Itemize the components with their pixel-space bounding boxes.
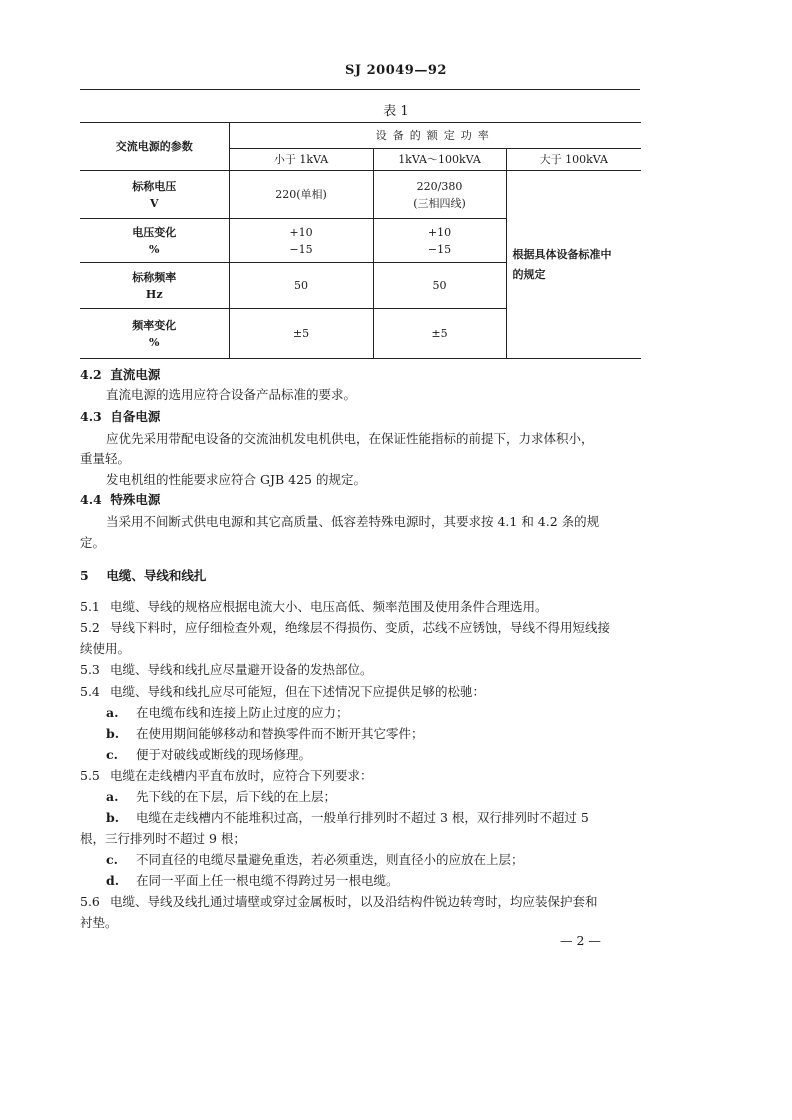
- item-label: a.: [106, 789, 119, 804]
- list-item: [106, 788, 336, 806]
- param-name: 频率变化: [132, 318, 177, 332]
- list-item: [106, 809, 589, 827]
- item-text: 在电缆布线和连接上防止过度的应力；: [136, 705, 349, 720]
- section-heading-4-3: [80, 408, 160, 426]
- paragraph-line: 重量轻。: [80, 451, 131, 466]
- paragraph-line: 应优先采用带配电设备的交流油机发电机供电，在保证性能指标的前提下，力求体积小，: [106, 431, 594, 446]
- item-label: c.: [106, 747, 118, 762]
- column-header: 1kVA～100kVA: [373, 149, 506, 171]
- section-heading-4-4: [80, 491, 160, 509]
- document-code: SJ 20049—92: [345, 63, 447, 78]
- clause-text: 电缆在走线槽内平直布放时，应符合下列要求：: [109, 768, 373, 783]
- list-item: [106, 851, 524, 869]
- param-unit: %: [149, 242, 160, 256]
- value-line: 220/380: [416, 179, 463, 193]
- clause-text: 电缆、导线和线扎应尽量避开设备的发热部位。: [109, 662, 373, 677]
- clause-text: 电缆、导线的规格应根据电流大小、电压高低、频率范围及使用条件合理选用。: [109, 599, 548, 614]
- param-cell: [80, 263, 229, 309]
- value-cell: ±5: [229, 309, 373, 359]
- header-rule: [80, 89, 640, 90]
- clause-text: 电缆、导线和线扎应尽可能短，但在下述情况下应提供足够的松驰：: [109, 684, 485, 699]
- section-number: 5.1: [80, 599, 100, 614]
- section-number: 5.4: [80, 684, 100, 699]
- item-label: a.: [106, 705, 119, 720]
- value-cell: 50: [229, 263, 373, 309]
- value-cell: ±5: [373, 309, 506, 359]
- section-number: 5.5: [80, 768, 100, 783]
- section-number: 4.4: [80, 492, 102, 507]
- note-cell: [506, 171, 641, 359]
- section-number: 4.3: [80, 409, 102, 424]
- item-label: b.: [106, 810, 120, 825]
- page-number: — 2 —: [560, 933, 601, 948]
- power-spec-table: [80, 122, 641, 359]
- section-title: 自备电源: [110, 409, 161, 424]
- item-text: 便于对破线或断线的现场修理。: [136, 747, 312, 762]
- item-label: c.: [106, 852, 118, 867]
- item-text: 在使用期间能够移动和替换零件而不断开其它零件；: [136, 726, 424, 741]
- table-header-row: [80, 123, 641, 149]
- value-line: −15: [427, 242, 452, 256]
- paragraph-line: 发电机组的性能要求应符合 GJB 425 的规定。: [106, 472, 366, 487]
- param-unit: %: [149, 335, 160, 349]
- section-number: 4.2: [80, 367, 102, 382]
- value-cell: 50: [373, 263, 506, 309]
- paragraph-line: 衬垫。: [80, 915, 118, 930]
- paragraph-line: 根，三行排列时不超过 9 根；: [80, 831, 246, 846]
- section-title: 特殊电源: [110, 492, 161, 507]
- clause-text: 电缆、导线及线扎通过墙壁或穿过金属板时，以及沿结构件锐边转弯时，均应装保护套和: [109, 894, 598, 909]
- section-number: 5.6: [80, 894, 100, 909]
- section-heading-4-2: [80, 366, 160, 384]
- value-line: −15: [289, 242, 313, 256]
- clause-5-1: [80, 598, 548, 616]
- param-cell: [80, 219, 229, 263]
- clause-5-5: [80, 767, 373, 785]
- item-label: d.: [106, 873, 120, 888]
- section-number: 5.2: [80, 620, 100, 635]
- list-item: [106, 704, 349, 722]
- item-text: 电缆在走线槽内不能堆积过高，一般单行排列时不超过 3 根，双行排列时不超过 5: [136, 810, 589, 825]
- column-header: 小于 1kVA: [229, 149, 373, 171]
- clause-5-6: [80, 893, 598, 911]
- value-cell: [373, 171, 506, 219]
- clause-5-2: [80, 619, 610, 637]
- table-title: 表 1: [383, 104, 409, 119]
- item-text: 不同直径的电缆尽量避免重迭，若必须重迭，则直径小的应放在上层；: [136, 852, 524, 867]
- item-label: b.: [106, 726, 120, 741]
- param-cell: [80, 309, 229, 359]
- value-line: +10: [427, 225, 452, 239]
- clause-5-3: [80, 661, 373, 679]
- value-cell: 220(单相): [229, 171, 373, 219]
- section-number: 5: [80, 568, 89, 583]
- param-unit: Hz: [145, 287, 163, 301]
- group-header-cell: 设备的额定功率: [229, 123, 641, 149]
- param-cell: [80, 171, 229, 219]
- paragraph-line: 当采用不间断式供电电源和其它高质量、低容差特殊电源时，其要求按 4.1 和 4.2 条的规: [106, 514, 600, 529]
- param-header-cell: 交流电源的参数: [80, 123, 229, 171]
- clause-text: 导线下料时，应仔细检查外观，绝缘层不得损伤、变质，芯线不应锈蚀，导线不得用短线接: [109, 620, 610, 635]
- param-name: 标称电压: [132, 179, 177, 193]
- paragraph-line: 直流电源的选用应符合设备产品标准的要求。: [106, 387, 357, 402]
- list-item: [106, 872, 399, 890]
- value-cell: [373, 219, 506, 263]
- clause-5-4: [80, 683, 485, 701]
- value-line: (三相四线): [413, 196, 466, 210]
- table-row: [80, 171, 641, 219]
- column-header: 大于 100kVA: [506, 149, 641, 171]
- section-title: 直流电源: [110, 367, 161, 382]
- note-line: 根据具体设备标准中: [512, 247, 612, 261]
- value-cell: [229, 219, 373, 263]
- item-text: 在同一平面上任一根电缆不得跨过另一根电缆。: [136, 873, 399, 888]
- list-item: [106, 746, 311, 764]
- item-text: 先下线的在下层，后下线的在上层；: [136, 789, 337, 804]
- paragraph-line: 定。: [80, 535, 106, 550]
- section-title: 电缆、导线和线扎: [106, 568, 207, 583]
- value-line: +10: [289, 225, 313, 239]
- param-name: 电压变化: [132, 225, 177, 239]
- section-number: 5.3: [80, 662, 100, 677]
- chapter-heading-5: [80, 567, 206, 585]
- list-item: [106, 725, 424, 743]
- param-name: 标称频率: [132, 270, 177, 284]
- note-line: 的规定: [512, 267, 546, 281]
- paragraph-line: 续使用。: [80, 641, 131, 656]
- param-unit: V: [149, 196, 159, 210]
